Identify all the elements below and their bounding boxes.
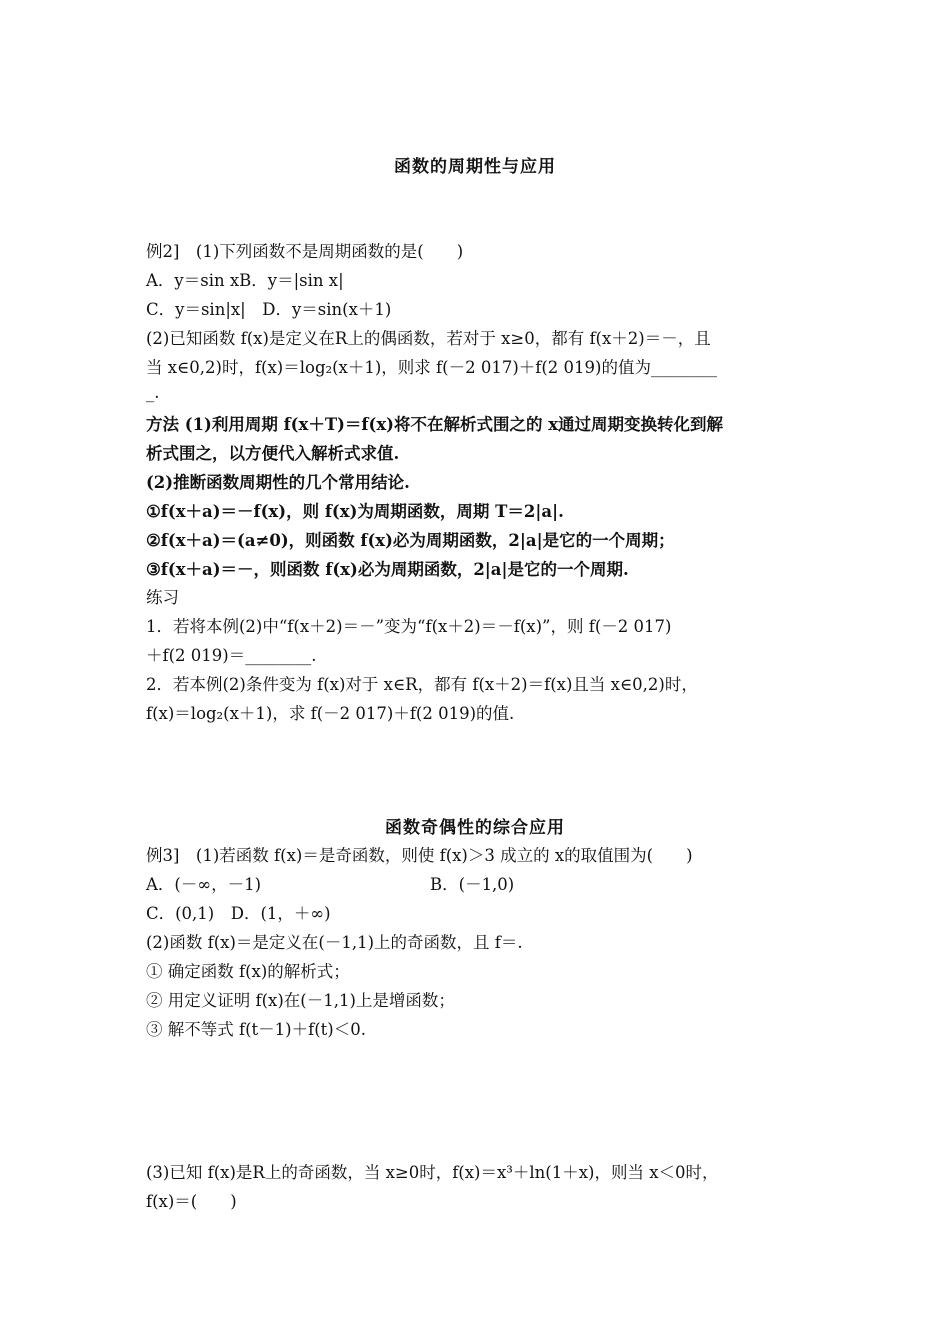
example3-part2: (2)函数 f(x)＝是定义在(－1,1)上的奇函数，且 f＝. [146, 933, 523, 952]
example3-sub3: ③ 解不等式 f(t－1)＋f(t)＜0. [146, 1020, 366, 1039]
practice-q2-line2: f(x)＝log₂(x＋1)，求 f(－2 017)＋f(2 019)的值. [146, 704, 515, 723]
example3-option-a: A．(－∞，－1) [146, 875, 262, 894]
method-line5: ②f(x＋a)＝(a≠0)，则函数 f(x)必为周期函数，2|a|是它的一个周期； [146, 531, 675, 550]
example3-sub2: ② 用定义证明 f(x)在(－1,1)上是增函数； [146, 991, 455, 1010]
method-line3: (2)推断函数周期性的几个常用结论. [146, 473, 410, 492]
practice-q1-line1: 1．若将本例(2)中“f(x＋2)＝－”变为“f(x＋2)＝－f(x)”，则 f(－2 017) [146, 617, 672, 636]
example3-header: 例3] (1)若函数 f(x)＝是奇函数，则使 f(x)＞3 成立的 x的取值围为( ) [146, 846, 693, 865]
section-title-periodicity: 函数的周期性与应用 [394, 157, 556, 177]
example2-options-ab: A．y＝sin xB．y＝|sin x| [146, 271, 344, 290]
section-title-parity: 函数奇偶性的综合应用 [385, 818, 565, 838]
example3-options-ab-row [146, 871, 846, 895]
example2-options-cd: C．y＝sin|x| D．y＝sin(x＋1) [146, 300, 392, 319]
example3-part3-line1: (3)已知 f(x)是R上的奇函数，当 x≥0时，f(x)＝x³＋ln(1＋x)，则当 x＜0时， [146, 1163, 719, 1182]
example3-sub1: ① 确定函数 f(x)的解析式； [146, 962, 350, 981]
method-line1: 方法 (1)利用周期 f(x＋T)＝f(x)将不在解析式围之的 x通过周期变换转化到解 [146, 415, 724, 434]
practice-q1-line2: ＋f(2 019)＝________. [146, 646, 317, 665]
practice-header: 练习 [146, 588, 179, 607]
method-line2: 析式围之，以方便代入解析式求值. [146, 444, 400, 463]
example3-options-cd: C．(0,1) D．(1，＋∞) [146, 904, 331, 923]
example2-header: 例2] (1)下列函数不是周期函数的是( ) [146, 242, 464, 261]
example2-part2-line3: _. [146, 383, 160, 402]
example3-part3-line2: f(x)＝( ) [146, 1192, 237, 1211]
method-line4: ①f(x＋a)＝－f(x)，则 f(x)为周期函数，周期 T＝2|a|. [146, 502, 564, 521]
example3-option-b: B．(－1,0) [430, 875, 515, 894]
method-line6: ③f(x＋a)＝－，则函数 f(x)必为周期函数，2|a|是它的一个周期. [146, 560, 629, 579]
example2-part2-line2: 当 x∈0,2)时，f(x)＝log₂(x＋1)，则求 f(－2 017)＋f(2 019)的值为________ [146, 358, 717, 377]
example2-part2-line1: (2)已知函数 f(x)是定义在R上的偶函数，若对于 x≥0，都有 f(x＋2)＝－，且 [146, 329, 711, 348]
practice-q2-line1: 2．若本例(2)条件变为 f(x)对于 x∈R，都有 f(x＋2)＝f(x)且当 x∈0,2)时， [146, 675, 698, 694]
